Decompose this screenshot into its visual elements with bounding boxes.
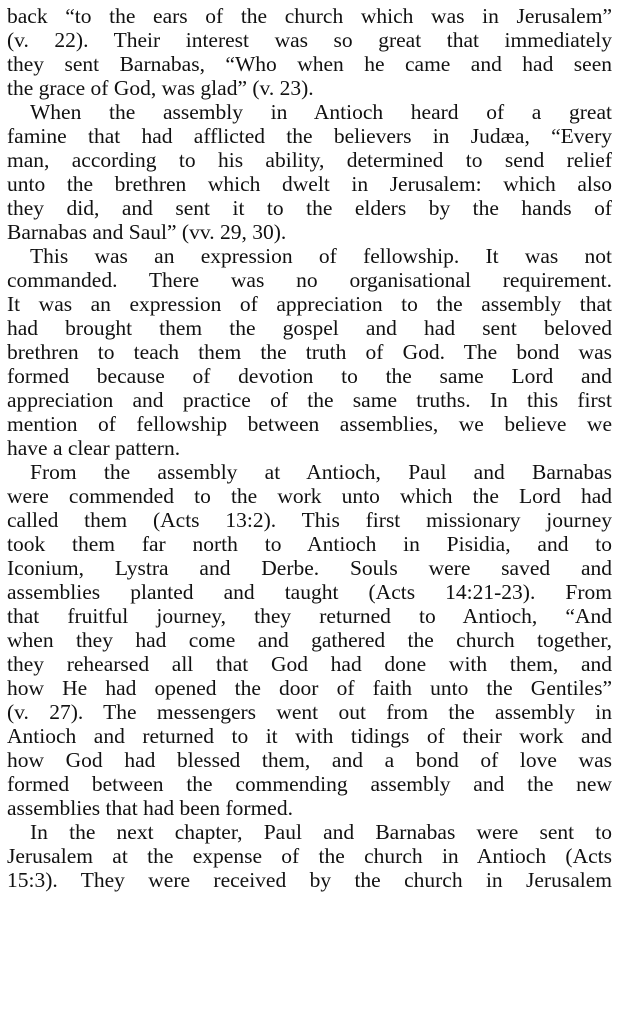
text-line: took them far north to Antioch in Pisidia, and to xyxy=(7,532,612,556)
text-line: This was an expression of fellowship. It was not xyxy=(30,244,612,268)
text-line: had brought them the gospel and had sent beloved xyxy=(7,316,612,340)
text-line: In the next chapter, Paul and Barnabas were sent to xyxy=(30,820,612,844)
paragraph xyxy=(7,820,612,892)
text-line: man, according to his ability, determined to send relief xyxy=(7,148,612,172)
text-line: the grace of God, was glad” (v. 23). xyxy=(7,76,314,100)
paragraph xyxy=(7,100,612,244)
text-line: assemblies that had been formed. xyxy=(7,796,293,820)
text-line: called them (Acts 13:2). This first missionary journey xyxy=(7,508,612,532)
paragraph xyxy=(7,460,612,820)
text-line: Jerusalem at the expense of the church in Antioch (Acts xyxy=(7,844,612,868)
text-line: It was an expression of appreciation to the assembly that xyxy=(7,292,612,316)
text-line: mention of fellowship between assemblies, we believe we xyxy=(7,412,612,436)
text-line: assemblies planted and taught (Acts 14:21-23). From xyxy=(7,580,612,604)
text-line: how God had blessed them, and a bond of love was xyxy=(7,748,612,772)
text-line: back “to the ears of the church which was in Jerusalem” xyxy=(7,4,612,28)
text-line: appreciation and practice of the same truths. In this first xyxy=(7,388,612,412)
paragraph xyxy=(7,4,612,100)
text-line: 15:3). They were received by the church in Jerusalem xyxy=(7,868,612,892)
text-line: When the assembly in Antioch heard of a great xyxy=(30,100,612,124)
text-line: were commended to the work unto which the Lord had xyxy=(7,484,612,508)
text-line: Iconium, Lystra and Derbe. Souls were saved and xyxy=(7,556,612,580)
text-line: brethren to teach them the truth of God. The bond was xyxy=(7,340,612,364)
text-line: unto the brethren which dwelt in Jerusalem: which also xyxy=(7,172,612,196)
text-line: commanded. There was no organisational requirement. xyxy=(7,268,612,292)
text-line: they sent Barnabas, “Who when he came and had seen xyxy=(7,52,612,76)
text-line: they rehearsed all that God had done with them, and xyxy=(7,652,612,676)
text-line: famine that had afflicted the believers in Judæa, “Every xyxy=(7,124,612,148)
text-line: formed because of devotion to the same Lord and xyxy=(7,364,612,388)
text-line: (v. 27). The messengers went out from the assembly in xyxy=(7,700,612,724)
text-line: that fruitful journey, they returned to Antioch, “And xyxy=(7,604,612,628)
text-line: From the assembly at Antioch, Paul and Barnabas xyxy=(30,460,612,484)
text-line: Antioch and returned to it with tidings of their work and xyxy=(7,724,612,748)
text-line: they did, and sent it to the elders by the hands of xyxy=(7,196,612,220)
body-text xyxy=(7,4,612,892)
text-line: Barnabas and Saul” (vv. 29, 30). xyxy=(7,220,287,244)
text-line: when they had come and gathered the church together, xyxy=(7,628,612,652)
text-line: formed between the commending assembly and the new xyxy=(7,772,612,796)
text-line: how He had opened the door of faith unto the Gentiles” xyxy=(7,676,612,700)
text-line: have a clear pattern. xyxy=(7,436,181,460)
paragraph xyxy=(7,244,612,460)
text-line: (v. 22). Their interest was so great that immediately xyxy=(7,28,612,52)
